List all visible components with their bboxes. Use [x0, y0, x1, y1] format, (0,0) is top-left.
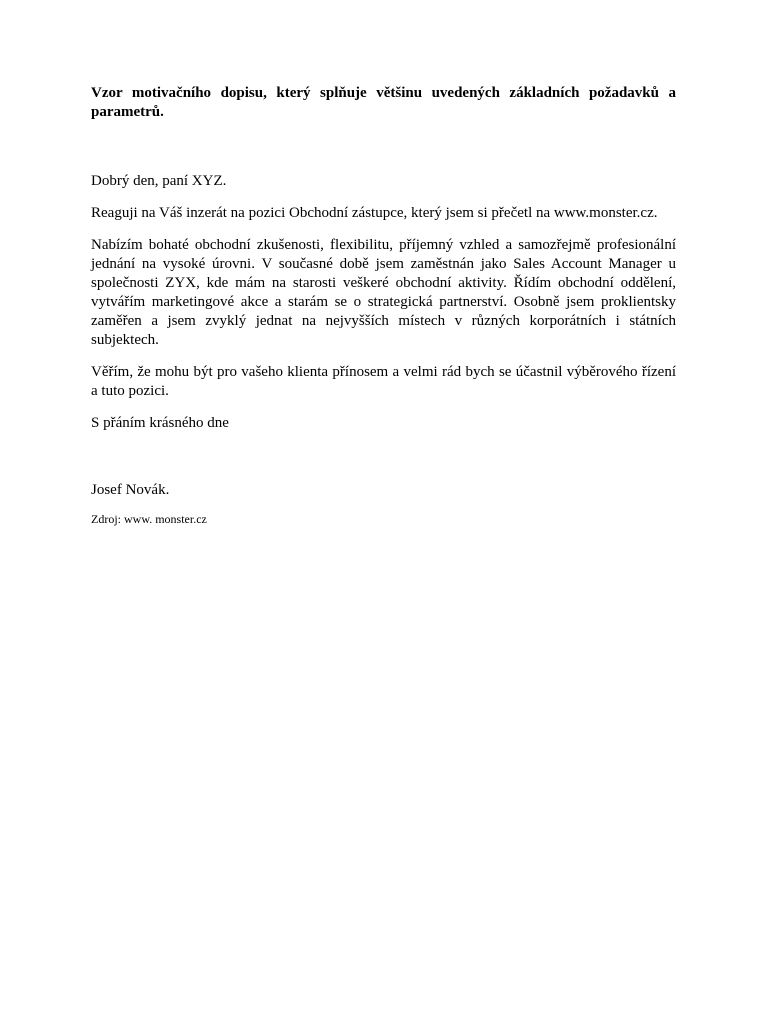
closing: S přáním krásného dne — [91, 415, 229, 431]
greeting: Dobrý den, paní XYZ. — [91, 173, 227, 189]
paragraph-experience: Nabízím bohaté obchodní zkušenosti, flexibilitu, příjemný vzhled a samozřejmě profesionální jednání na vysoké úrovni. V současné době jsem zaměstnán jako Sales Account Manager u společnosti ZYX, kde mám na starosti veškeré obchodní aktivity. Řídím obchodní oddělení, vytvářím marketingové akce a starám se o strategická partnerství. Osobně jsem proklientsky zaměřen a jsem zvyklý jednat na nejvyšších místech v různých korporátních i státních subjektech. — [91, 237, 676, 348]
paragraph-response: Reaguji na Váš inzerát na pozici Obchodní zástupce, který jsem si přečetl na www.monster.cz. — [91, 205, 658, 221]
source-note: Zdroj: www. monster.cz — [91, 512, 207, 526]
letter-body — [91, 84, 676, 527]
signature: Josef Novák. — [91, 482, 170, 498]
document-heading: Vzor motivačního dopisu, který splňuje většinu uvedených základních požadavků a parametrů. — [91, 85, 676, 120]
paragraph-conclusion: Věřím, že mohu být pro vašeho klienta přínosem a velmi rád bych se účastnil výběrového řízení a tuto pozici. — [91, 364, 676, 399]
